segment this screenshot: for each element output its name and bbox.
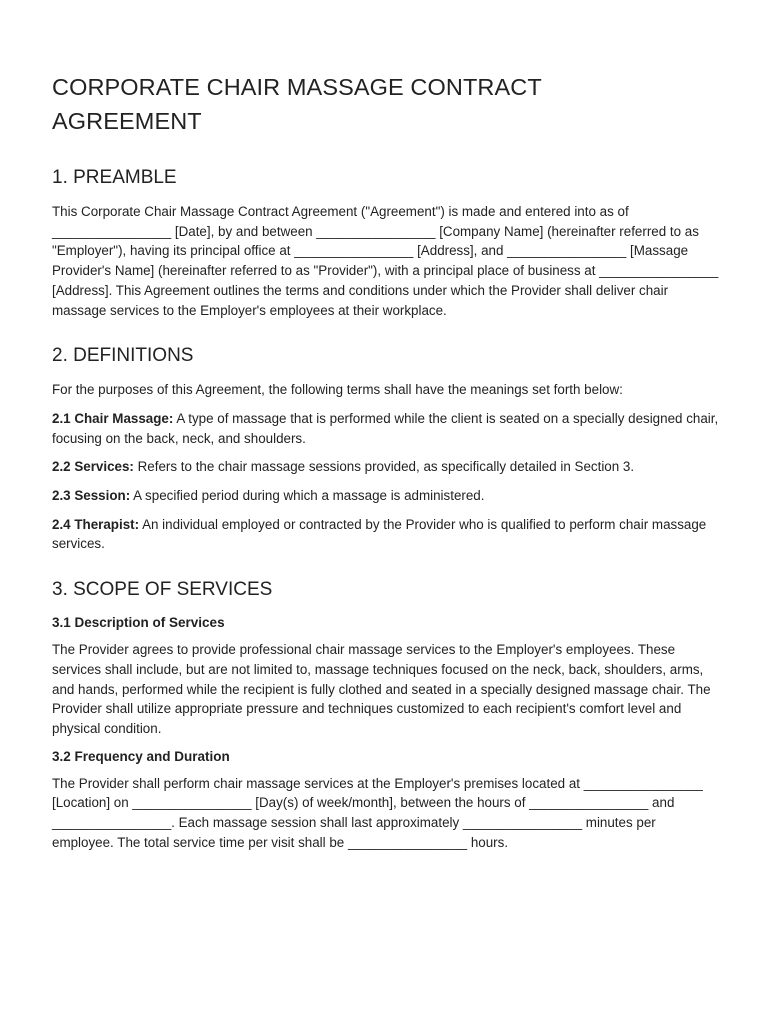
scope-heading: 3. SCOPE OF SERVICES bbox=[52, 579, 273, 601]
definitions-heading: 2. DEFINITIONS bbox=[52, 345, 194, 367]
description-paragraph: The Provider agrees to provide professional chair massage services to the Employer's employees. These services shall include, but are not limited to, massage techniques focused on the neck, back, shoulders, arms, and hands, performed while the recipient is fully clothed and seated in a specially designed massage chair. The Provider shall utilize appropriate pressure and techniques customized to each recipient's comfort level and physical condition. bbox=[52, 642, 711, 736]
definition-text: A specified period during which a massage is administered. bbox=[133, 488, 485, 504]
definition-term: 2.4 Therapist: bbox=[52, 516, 140, 532]
definition-text: Refers to the chair massage sessions provided, as specifically detailed in Section 3. bbox=[137, 459, 635, 475]
scope-section bbox=[52, 578, 720, 852]
preamble-heading: 1. PREAMBLE bbox=[52, 167, 177, 188]
definition-text: A type of massage that is performed while the client is seated on a specially designed chair, focusing on the back, neck, and shoulders. bbox=[52, 410, 719, 446]
document-title: CORPORATE CHAIR MASSAGE CONTRACT AGREEMENT bbox=[52, 74, 542, 134]
definition-item bbox=[52, 515, 720, 554]
description-subheading: 3.1 Description of Services bbox=[52, 615, 225, 631]
definition-term: 2.2 Services: bbox=[52, 459, 134, 475]
definition-text: An individual employed or contracted by the Provider who is qualified to perform chair massage services. bbox=[52, 516, 707, 552]
preamble-paragraph: This Corporate Chair Massage Contract Agreement ("Agreement") is made and entered into as of ________________ [Date], by and between ________________ [Company Name] (hereinafter referred to as "Employer"), having its principal office at ________________ [Address], and ________________ [Massage Provider's Name] (hereinafter referred to as "Provider"), with a principal place of business at ________________ [Address]. This Agreement outlines the terms and conditions under which the Provider shall deliver chair massage services to the Employer's employees at their workplace. bbox=[52, 204, 719, 318]
frequency-paragraph: The Provider shall perform chair massage services at the Employer's premises located at ________________ [Location] on ________________ [Day(s) of week/month], between the hours of ________________ and ________________. Each massage session shall last approximately ________________ minutes per employee. The total service time per visit shall be ________________ hours. bbox=[52, 775, 703, 850]
definition-item bbox=[52, 457, 720, 477]
frequency-subheading: 3.2 Frequency and Duration bbox=[52, 748, 230, 764]
definition-item bbox=[52, 486, 720, 506]
definitions-section bbox=[52, 344, 720, 554]
preamble-section bbox=[52, 166, 720, 320]
definition-term: 2.3 Session: bbox=[52, 488, 131, 504]
definition-term: 2.1 Chair Massage: bbox=[52, 410, 174, 426]
definition-item bbox=[52, 409, 720, 448]
definitions-intro: For the purposes of this Agreement, the following terms shall have the meanings set forth below: bbox=[52, 382, 623, 398]
